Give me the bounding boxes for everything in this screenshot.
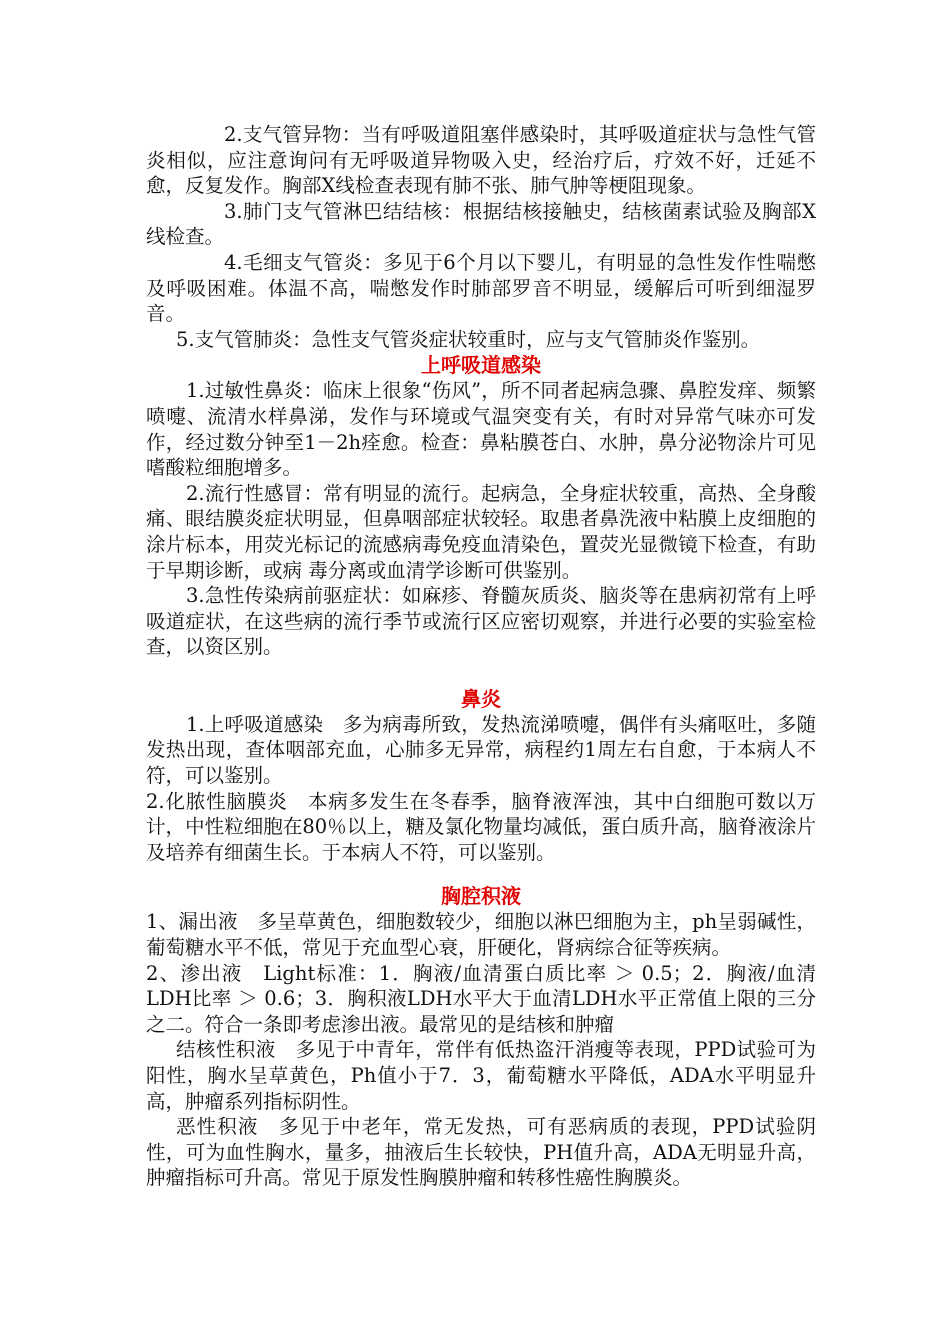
influenza-paragraph: 2.流行性感冒：常有明显的流行。起病急，全身症状较重，高热、全身酸痛、眼结膜炎症状明显，但鼻咽部症状较轻。取患者鼻洗液中粘膜上皮细胞的涂片标本，用荧光标记的流感病毒免疫血清染色，置荧光显微镜下检查，有助于早期诊断，或病 毒分离或血清学诊断可供鉴别。 <box>146 481 816 582</box>
malignant-effusion-paragraph: 恶性积液 多见于中老年，常无发热，可有恶病质的表现，PPD试验阴性，可为血性胸水，量多，抽液后生长较快，PH值升高，ADA无明显升高，肿瘤指标可升高。常见于原发性胸膜肿瘤和转移性癌性胸膜炎。 <box>146 1115 816 1190</box>
tuberculous-effusion-paragraph: 结核性积液 多见于中青年，常伴有低热盗汗消瘦等表现，PPD试验可为阳性，胸水呈草黄色，Ph值小于7．3，葡萄糖水平降低，ADA水平明显升高，肿瘤系列指标阴性。 <box>146 1038 816 1113</box>
bronchial-foreign-body-paragraph: 2.支气管异物：当有呼吸道阻塞伴感染时，其呼吸道症状与急性气管炎相似，应注意询问有无呼吸道异物吸入史，经治疗后，疗效不好，迁延不愈，反复发作。胸部X线检查表现有肺不张、肺气肿等梗阻现象。 <box>146 123 816 198</box>
purulent-meningitis-paragraph: 2.化脓性脑膜炎 本病多发生在冬春季，脑脊液浑浊，其中白细胞可数以万计，中性粒细胞在80％以上，糖及氯化物量均减低，蛋白质升高，脑脊液涂片及培养有细菌生长。于本病人不符，可以鉴别。 <box>146 789 816 864</box>
upper-respiratory-heading: 上呼吸道感染 <box>421 353 541 378</box>
hilar-lymph-tuberculosis-paragraph: 3.肺门支气管淋巴结结核：根据结核接触史，结核菌素试验及胸部X线检查。 <box>146 199 816 249</box>
document-page <box>146 122 816 1191</box>
section-spacer <box>146 660 816 686</box>
exudate-paragraph: 2、渗出液 Light标准：1．胸液/血清蛋白质比率 ＞ 0.5；2．胸液/血清LDH比率 ＞ 0.6；3．胸积液LDH水平大于血清LDH水平正常值上限的三分之二。符合一条即考虑渗出液。最常见的是结核和肿瘤 <box>146 961 816 1036</box>
uri-differential-paragraph: 1.上呼吸道感染 多为病毒所致，发热流涕喷嚏，偶伴有头痛呕吐，多随发热出现，查体咽部充血，心肺多无异常，病程约1周左右自愈，于本病人不符，可以鉴别。 <box>146 712 816 788</box>
pleural-effusion-heading: 胸腔积液 <box>441 884 521 909</box>
section-spacer <box>146 865 816 883</box>
allergic-rhinitis-paragraph: 1.过敏性鼻炎：临床上很象“伤风”，所不同者起病急骤、鼻腔发痒、频繁喷嚏、流清水样鼻涕，发作与环境或气温突变有关，有时对异常气味亦可发作，经过数分钟至1－2h痊愈。检查：鼻粘膜苍白、水肿，鼻分泌物涂片可见嗜酸粒细胞增多。 <box>146 379 816 480</box>
bronchopneumonia-paragraph: 5.支气管肺炎：急性支气管炎症状较重时，应与支气管肺炎作鉴别。 <box>176 327 761 351</box>
infectious-prodrome-paragraph: 3.急性传染病前驱症状：如麻疹、脊髓灰质炎、脑炎等在患病初常有上呼吸道症状，在这些病的流行季节或流行区应密切观察，并进行必要的实验室检查，以资区别。 <box>146 584 816 659</box>
rhinitis-heading: 鼻炎 <box>461 686 501 711</box>
bronchiolitis-paragraph: 4.毛细支气管炎：多见于6个月以下婴儿，有明显的急性发作性喘憋及呼吸困难。体温不高，喘憋发作时肺部罗音不明显，缓解后可听到细湿罗音。 <box>146 250 816 326</box>
transudate-paragraph: 1、漏出液 多呈草黄色，细胞数较少，细胞以淋巴细胞为主，ph呈弱碱性，葡萄糖水平不低，常见于充血型心衰，肝硬化，肾病综合征等疾病。 <box>146 910 816 960</box>
